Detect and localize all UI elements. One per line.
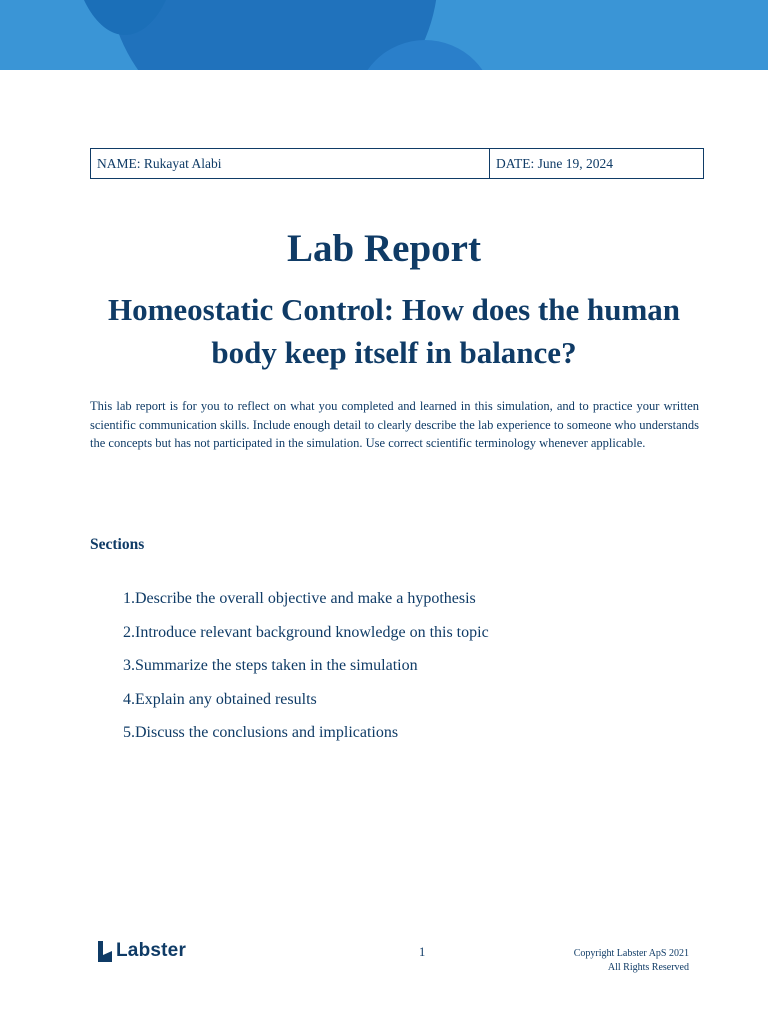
page-subtitle: Homeostatic Control: How does the human body keep itself in balance?	[107, 292, 681, 370]
rights-line: All Rights Reserved	[607, 962, 689, 973]
labster-logo-icon	[98, 941, 112, 962]
list-item-number: 5.	[123, 724, 135, 742]
list-item	[90, 657, 489, 691]
sections-heading: Sections	[90, 536, 145, 553]
list-item-text: Discuss the conclusions and implications	[135, 724, 399, 742]
list-item-text: Explain any obtained results	[135, 690, 317, 708]
list-item	[90, 590, 489, 624]
intro-paragraph: This lab report is for you to reflect on what you completed and learned in this simulation, and to practice your written scientific communication skills. Include enough detail to clearly describe the lab experience to someone who understands the concepts but has not participated in the simulation. Use correct scientific terminology whenever applicable.	[90, 399, 699, 451]
date-field: DATE: June 19, 2024	[496, 156, 613, 171]
page-title: Lab Report	[287, 227, 481, 270]
list-item-number: 4.	[123, 690, 135, 708]
copyright-notice	[574, 947, 689, 975]
labster-logo	[98, 940, 186, 962]
list-item	[90, 691, 489, 725]
list-item	[90, 724, 489, 758]
list-item-number: 1.	[123, 590, 135, 607]
list-item-number: 3.	[123, 657, 135, 675]
list-item	[90, 624, 489, 658]
list-item-text: Introduce relevant background knowledge on this topic	[135, 623, 489, 641]
sections-list	[90, 590, 489, 758]
logo-text: Labster	[116, 940, 187, 961]
list-item-text: Summarize the steps taken in the simulation	[135, 657, 418, 675]
copyright-line: Copyright Labster ApS 2021	[573, 948, 689, 959]
page-number: 1	[419, 945, 426, 959]
list-item-text: Describe the overall objective and make a hypothesis	[135, 590, 476, 607]
list-item-number: 2.	[123, 623, 135, 641]
header-banner	[0, 0, 768, 70]
name-field: NAME: Rukayat Alabi	[91, 149, 490, 178]
student-info-table	[90, 148, 704, 179]
